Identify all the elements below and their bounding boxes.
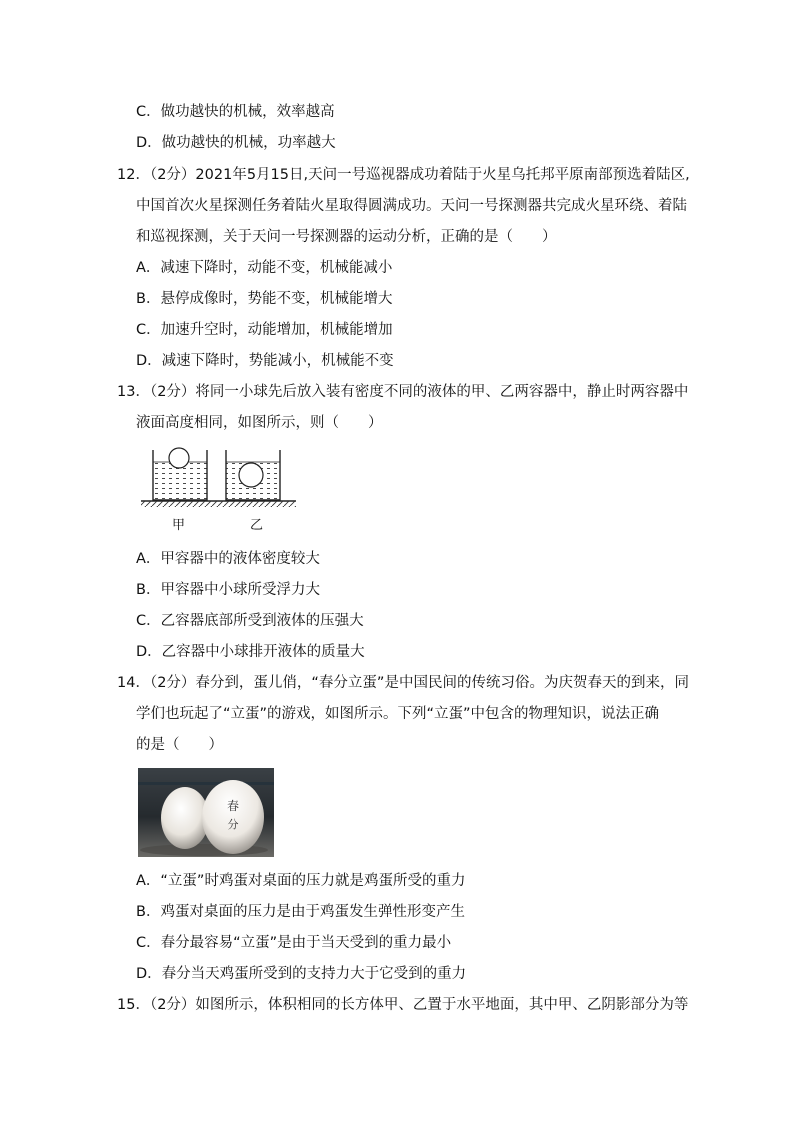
q13-option-a: A．甲容器中的液体密度较大 bbox=[136, 551, 320, 567]
q11-option-c: C．做功越快的机械，效率越高 bbox=[136, 104, 335, 120]
q14-option-a: A．“立蛋”时鸡蛋对桌面的压力就是鸡蛋所受的重力 bbox=[136, 873, 466, 889]
q14-stem-line-1: 14．（2分）春分到，蛋儿俏，“春分立蛋”是中国民间的传统习俗。为庆贺春天的到来，同 bbox=[117, 675, 689, 691]
containers-figure bbox=[140, 446, 300, 508]
q12-option-b: B．悬停成像时，势能不变，机械能增大 bbox=[136, 291, 393, 307]
q14-stem-line-2: 学们也玩起了“立蛋”的游戏，如图所示。下列“立蛋”中包含的物理知识，说法正确 bbox=[136, 706, 660, 722]
standing-eggs-photo bbox=[138, 768, 274, 857]
egg-left bbox=[161, 787, 209, 849]
q12-stem-line-2: 中国首次火星探测任务着陆火星取得圆满成功。天问一号探测器共完成火星环绕、着陆 bbox=[136, 198, 687, 214]
q12-option-a: A．减速下降时，动能不变，机械能减小 bbox=[136, 260, 393, 276]
egg-right bbox=[202, 780, 264, 854]
q12-option-c: C．加速升空时，动能增加，机械能增加 bbox=[136, 322, 393, 338]
q13-stem-line-1: 13．（2分）将同一小球先后放入装有密度不同的液体的甲、乙两容器中，静止时两容器中 bbox=[117, 384, 689, 400]
figure-label-yi: 乙 bbox=[250, 518, 264, 533]
q12-stem-line-1: 12．（2分）2021年5月15日,天问一号巡视器成功着陆于火星乌托邦平原南部预选着陆区, bbox=[117, 167, 690, 183]
q13-stem-line-2: 液面高度相同，如图所示，则（ ） bbox=[136, 415, 383, 431]
figure-label-jia: 甲 bbox=[172, 518, 186, 533]
q14-option-c: C．春分最容易“立蛋”是由于当天受到的重力最小 bbox=[136, 935, 452, 951]
q14-option-b: B．鸡蛋对桌面的压力是由于鸡蛋发生弹性形变产生 bbox=[136, 904, 465, 920]
container-yi bbox=[226, 450, 280, 500]
egg-text-chun: 春 bbox=[226, 799, 240, 813]
q11-option-d: D．做功越快的机械，功率越大 bbox=[136, 135, 336, 151]
q13-option-d: D．乙容器中小球排开液体的质量大 bbox=[136, 644, 365, 660]
q13-option-b: B．甲容器中小球所受浮力大 bbox=[136, 582, 320, 598]
q15-stem-line-1: 15．（2分）如图所示，体积相同的长方体甲、乙置于水平地面，其中甲、乙阴影部分为等 bbox=[117, 997, 689, 1013]
egg-text-fen: 分 bbox=[227, 818, 239, 831]
q13-option-c: C．乙容器底部所受到液体的压强大 bbox=[136, 613, 364, 629]
q12-option-d: D．减速下降时，势能减小，机械能不变 bbox=[136, 353, 394, 369]
ground-hatch bbox=[141, 501, 296, 507]
container-jia bbox=[153, 448, 207, 500]
q12-stem-line-3: 和巡视探测，关于天问一号探测器的运动分析，正确的是（ ） bbox=[136, 229, 557, 245]
q14-stem-line-3: 的是（ ） bbox=[136, 737, 223, 753]
q14-option-d: D．春分当天鸡蛋所受到的支持力大于它受到的重力 bbox=[136, 966, 467, 982]
